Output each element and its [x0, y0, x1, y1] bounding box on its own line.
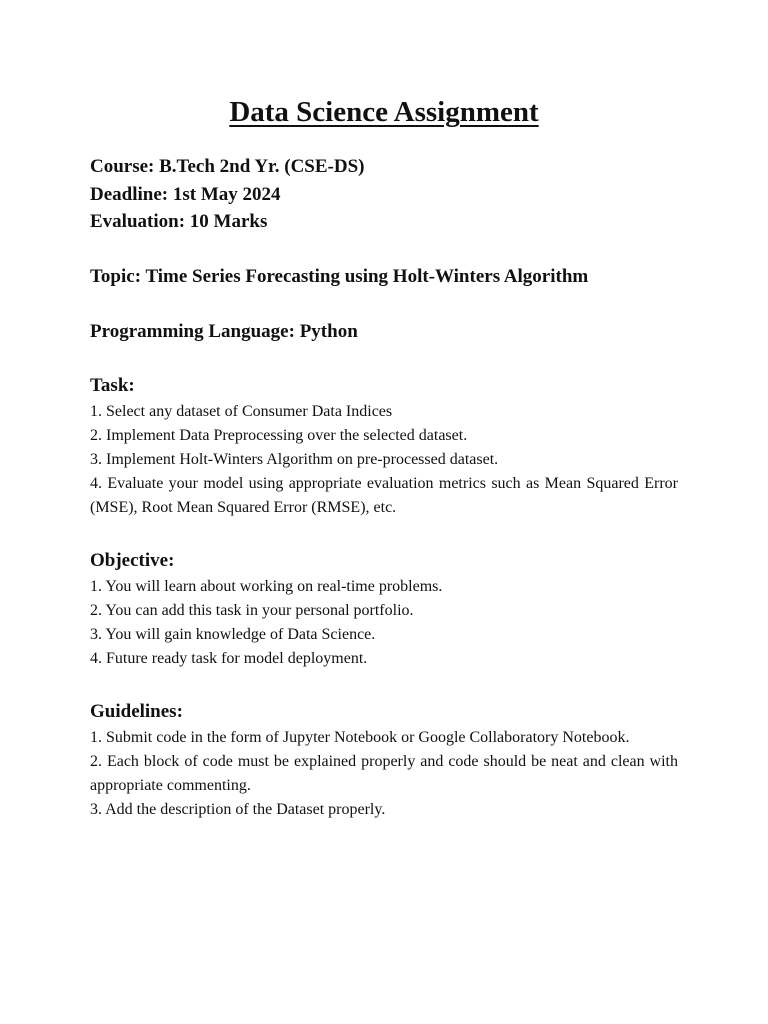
deadline-line: Deadline: 1st May 2024: [90, 183, 281, 205]
programming-language-line: Programming Language: Python: [90, 320, 358, 342]
task-item: 1. Select any dataset of Consumer Data Indices: [90, 402, 393, 420]
objective-item: 2. You can add this task in your personal portfolio.: [90, 601, 414, 619]
task-item: 4. Evaluate your model using appropriate evaluation metrics such as Mean Squared Error (MSE), Root Mean Squared Error (RMSE), etc.: [90, 474, 678, 516]
course-details: [90, 153, 678, 236]
task-item: 2. Implement Data Preprocessing over the selected dataset.: [90, 426, 468, 444]
objective-item: 1. You will learn about working on real-time problems.: [90, 577, 443, 595]
topic-line: Topic: Time Series Forecasting using Holt-Winters Algorithm: [90, 265, 589, 287]
document-title: Data Science Assignment: [229, 96, 539, 128]
objective-heading: Objective:: [90, 549, 175, 571]
guidelines-heading: Guidelines:: [90, 700, 183, 722]
task-heading: Task:: [90, 374, 135, 396]
course-line: Course: B.Tech 2nd Yr. (CSE-DS): [90, 156, 365, 177]
objective-section: [90, 547, 678, 671]
guidelines-section: [90, 698, 678, 822]
guideline-item: 1. Submit code in the form of Jupyter Notebook or Google Collaboratory Notebook.: [90, 728, 630, 746]
objective-item: 4. Future ready task for model deployment.: [90, 649, 368, 667]
objective-item: 3. You will gain knowledge of Data Science.: [90, 625, 376, 643]
guideline-item: 3. Add the description of the Dataset properly.: [90, 800, 386, 818]
task-section: [90, 372, 678, 520]
task-item: 3. Implement Holt-Winters Algorithm on pre-processed dataset.: [90, 450, 499, 468]
evaluation-line: Evaluation: 10 Marks: [90, 211, 268, 232]
guideline-item: 2. Each block of code must be explained properly and code should be neat and clean with appropriate commenting.: [90, 752, 678, 794]
